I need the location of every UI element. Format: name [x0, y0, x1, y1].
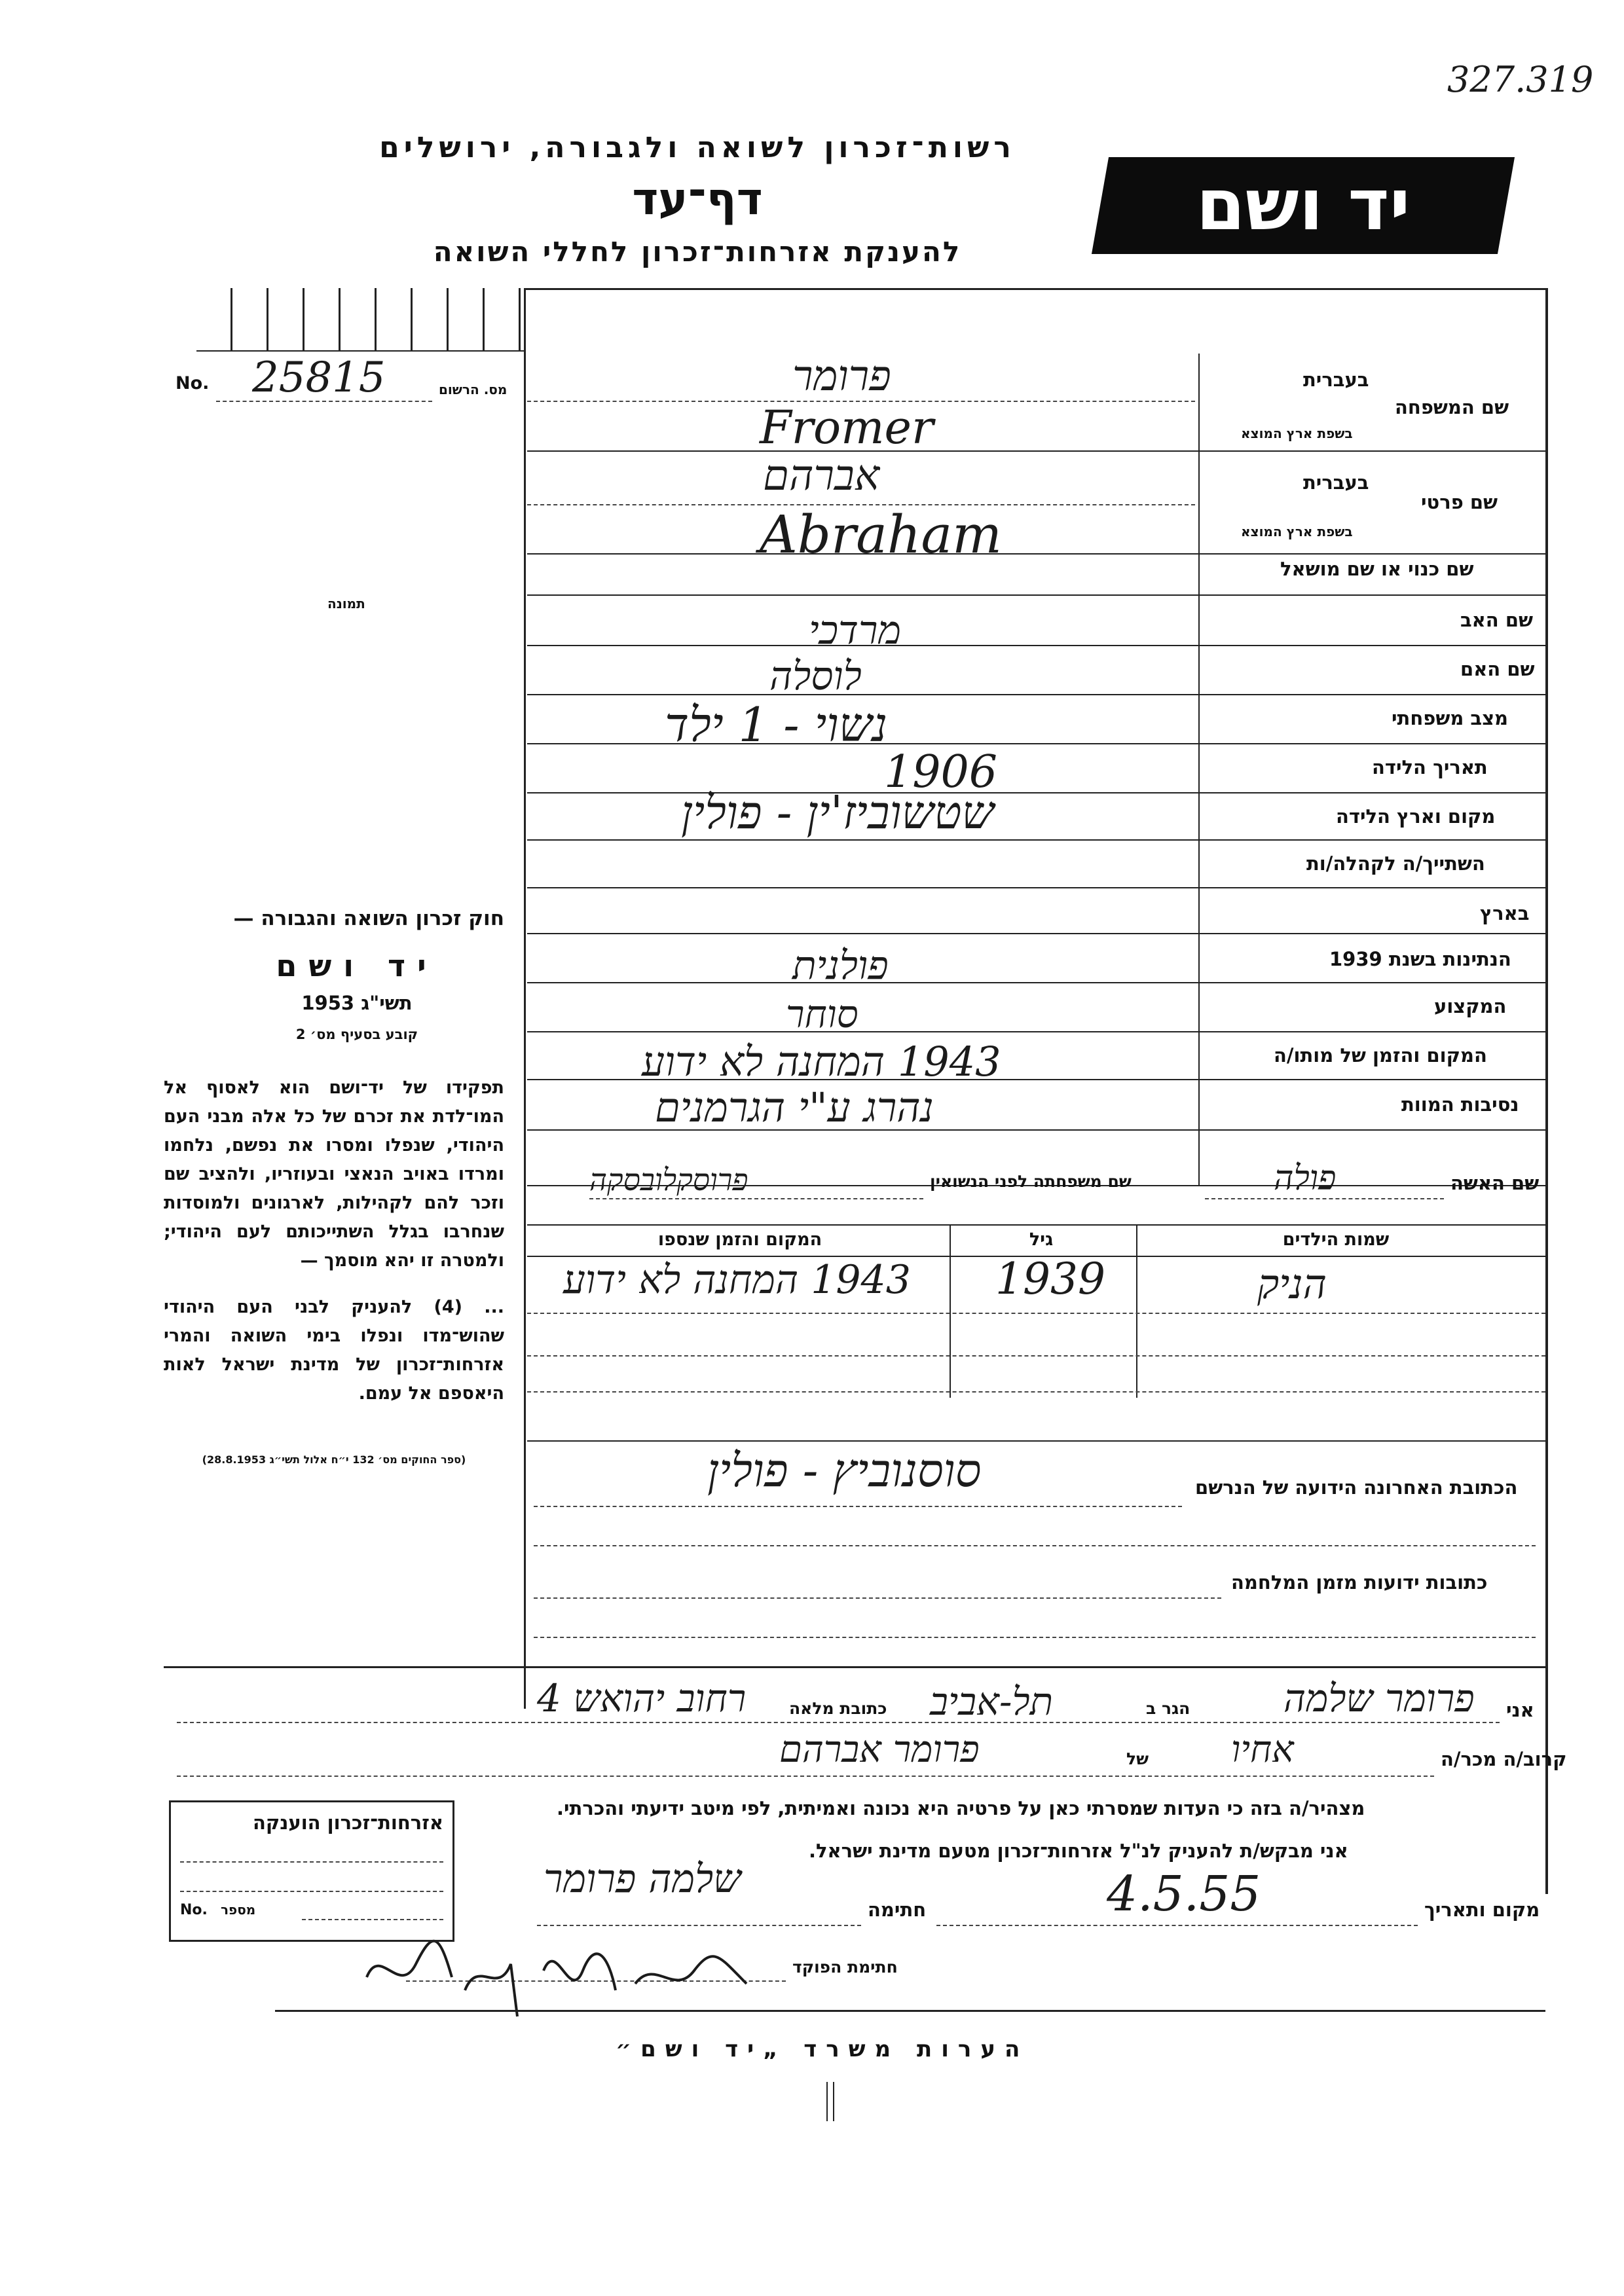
death-circ-label: נסיבות המוות	[1401, 1093, 1519, 1116]
birth-place-label: מקום וארץ הלידה	[1336, 805, 1496, 828]
law-section: קובע בסעיף מס׳ 2	[295, 1027, 418, 1042]
signature-label: חתימה	[868, 1899, 927, 1921]
i-label: אני	[1506, 1699, 1534, 1721]
family-name-hebrew: פרומר	[792, 352, 891, 401]
declaration-text: מצהיר/ה בזה כי העדות שמסרתי כאן על פרטיה היא נכונה ואמיתית, לפי מיטב ידיעתי והכרתי.	[557, 1797, 1365, 1819]
resident-label: הגר ב	[1146, 1699, 1190, 1718]
declarant-address: רחוב יהואש 4	[537, 1676, 747, 1721]
wife-label: שם האשה	[1450, 1172, 1540, 1194]
wife-name: פולה	[1274, 1159, 1337, 1198]
father-name: מרדכי	[809, 608, 902, 653]
wife-maiden-name: פרוסקלובסקה	[589, 1162, 748, 1197]
declarant-name: פרומר שלמה	[1283, 1676, 1475, 1721]
place-date-label: מקום ותאריך	[1424, 1899, 1540, 1921]
first-name-latin: Abraham	[760, 504, 1002, 565]
registration-label: מס. הרשום	[439, 382, 507, 397]
citizenship-box-number-label: מספר	[221, 1902, 256, 1918]
death-circumstances: נהרג ע"י הגרמנים	[655, 1084, 934, 1131]
marital-status: נשוי - 1 ילד	[665, 697, 888, 752]
birth-date: 1906	[884, 746, 998, 798]
registration-number: 25815	[252, 354, 386, 402]
label-column-divider	[1198, 354, 1200, 1185]
authority-name: רשות־זכרון לשואה ולגבורה, ירושלים	[379, 131, 1016, 164]
declarant-city: תל-אביב	[930, 1679, 1054, 1724]
photo-label: תמונה	[327, 596, 365, 611]
birth-place: שטשוביז'ין - פולין	[681, 786, 995, 839]
first-name-label: שם פרטי	[1421, 491, 1498, 513]
reg-no-prefix: No.	[175, 373, 210, 393]
child-death: 1943 המחנה לא ידוע	[563, 1257, 911, 1303]
declarant-signature: שלמה פרומר	[544, 1856, 741, 1902]
child-name: הניק	[1257, 1260, 1327, 1308]
form-subtitle: להענקת אזרחות־זכרון לחללי השואה	[433, 236, 962, 268]
logo-text: יד ושם	[1196, 164, 1411, 246]
relation-value: אחיו	[1231, 1728, 1294, 1771]
death-place-time: 1943 המחנה לא ידוע	[642, 1038, 1001, 1085]
community-label: השתייך/ה לקהלה/ות	[1306, 852, 1485, 875]
law-clause: ... (4) להעניק לבני העם היהודי שהוש־מדו ונפלו בימי השואה והמרי אזרחות־זכרון של מדינת ישראל לאות היאספם אל עמם.	[164, 1297, 505, 1404]
profession-label: המקצוע	[1434, 995, 1507, 1017]
first-name-hebrew: אברהם	[763, 452, 880, 500]
origin-lang-label-2: בשפת ארץ המוצא	[1241, 524, 1353, 539]
yad-vashem-logo	[1092, 157, 1515, 254]
birth-date-label: תאריך הלידה	[1372, 756, 1488, 778]
children-names-header: שמות הילדים	[1282, 1230, 1390, 1250]
law-year: תשי"ג 1953	[301, 992, 413, 1014]
maiden-name-label: שם משפחתה לפני הנשואין	[930, 1172, 1132, 1191]
marital-label: מצב משפחתי	[1392, 707, 1509, 729]
citizenship-granted-box	[169, 1800, 454, 1942]
address-label: כתובת מלאה	[789, 1699, 887, 1718]
index-boxes	[196, 288, 524, 352]
archive-number: 327.319	[1447, 59, 1594, 100]
law-name: יד ושם	[276, 948, 438, 983]
law-title: חוק זכרון השואה והגבורה —	[233, 907, 504, 930]
request-text: אני מבקש/ת להעניק לנ"ל אזרחות־זכרון מטעם מדינת ישראל.	[809, 1840, 1348, 1862]
citizenship-label: הנתינות בשנת 1939	[1329, 948, 1511, 970]
origin-lang-label-1: בשפת ארץ המוצא	[1241, 426, 1353, 441]
citizenship-value: פולנית	[792, 943, 889, 989]
death-label: המקום והזמן של מותו/ה	[1274, 1044, 1487, 1066]
country-label: בארץ	[1480, 902, 1530, 924]
family-name-label: שם המשפחה	[1395, 396, 1509, 418]
form-left-border	[524, 288, 526, 1709]
mother-label: שם האם	[1460, 658, 1535, 680]
declaration-date: 4.5.55	[1107, 1866, 1261, 1922]
war-address-label: כתובות ידועות מזמן המלחמה	[1231, 1571, 1488, 1594]
in-hebrew-label-1: בעברית	[1303, 369, 1369, 391]
form-title: דף־עד	[632, 173, 763, 225]
child-age: 1939	[995, 1254, 1105, 1304]
law-text: תפקידו של יד־ושם הוא לאסוף אל המו־לדת את זכרם של כל אלה מבני העם היהודי, שנפלו ומסרו את נפשם, נלחמו ומרדו באויב הנאצי ובעוזריו, ולהציב שם וזכר להם לקהילות, לארגונים ולמוסדות שנחרבו בגלל השתייכותם לעם היהודי; ולמטרה זו יהא מוסמך —	[164, 1078, 504, 1271]
last-address-label: הכתובת האחרונה הידועה של הנרשם	[1195, 1476, 1518, 1499]
law-source: (ספר החוקים מס׳ 132 י״ח אלול תשי״ג 28.8.1953)	[202, 1453, 466, 1466]
children-age-header: גיל	[1029, 1230, 1054, 1250]
of-label: של	[1126, 1749, 1149, 1768]
official-signature-label: חתימת הפוקד	[792, 1958, 898, 1977]
father-label: שם האב	[1460, 609, 1534, 631]
footer-notes: הערות משרד „יד ושם״	[616, 2036, 1029, 2062]
in-hebrew-label-2: בעברית	[1303, 471, 1369, 494]
mother-name: לוסלה	[769, 653, 862, 699]
last-address-value: סוסנוביץ - פולין	[707, 1444, 982, 1497]
relation-label: קרוב/ה מכר/ה	[1441, 1748, 1567, 1770]
children-death-header: המקום והזמן שנספו	[657, 1230, 822, 1250]
relation-of-name: פרומר אברהם	[779, 1728, 980, 1771]
nickname-label: שם כנוי או שם מושאל	[1280, 558, 1474, 580]
citizenship-box-title: אזרחות־זכרון הוענקה	[252, 1812, 443, 1834]
profession-value: סוחר	[786, 992, 858, 1036]
family-name-latin: Fromer	[760, 401, 934, 454]
citizenship-box-no: No.	[180, 1902, 208, 1918]
